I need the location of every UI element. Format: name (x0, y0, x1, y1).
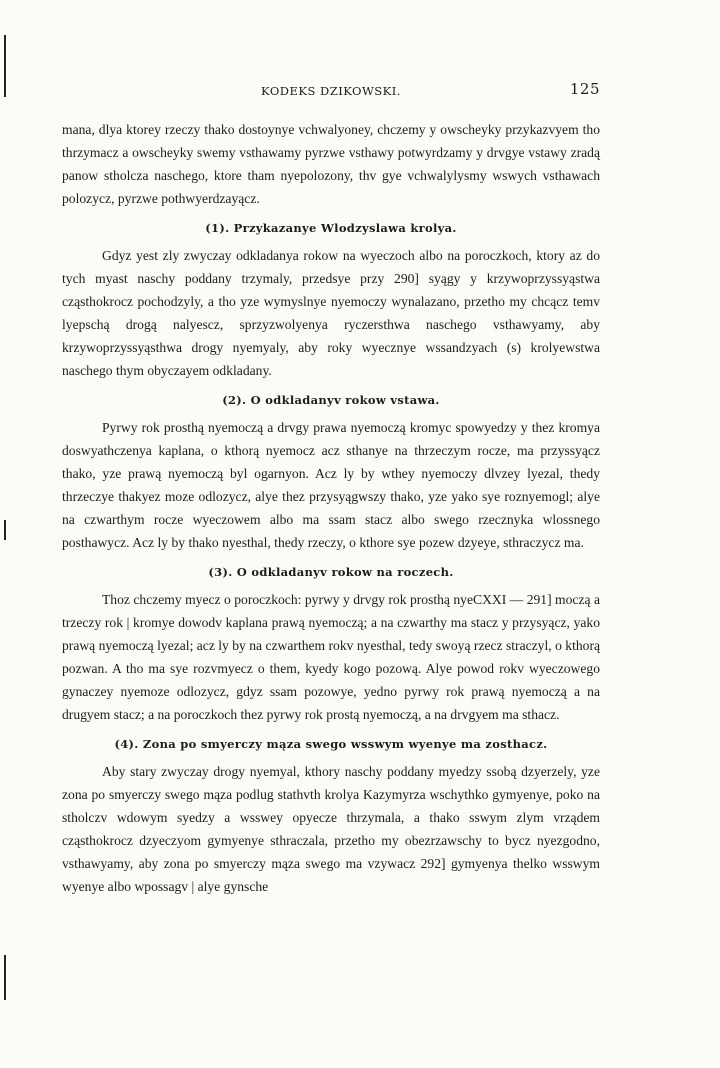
section-text-2: Pyrwy rok prosthą nyemoczą a drvgy prawa nyemoczą kromyc spowyedzy y thez kromya doswyathczenya kaplana, o kthorą nyemocz acz sthanye na thrzeczym rocze, ma przyssyącz thako, yze prawą nyemoczą byl ogarnyon. Acz ly by wthey nyemoczy dlvzey lyezal, thedy thrzeczye thakyez moze odlozycz, alye thez przysyągwszy thako, yze yako sye roznyemogl; alye na czwarthym rocze wyeczowem albo ma ssam stacz albo swego rzecznyka wlossnego posthawycz. Acz ly by thako nyesthal, thedy rzeczy, o kthore sye pozew dzyeye, sthraczycz ma. (62, 420, 600, 550)
running-head (62, 78, 600, 102)
page-content (62, 78, 600, 898)
section-text-3: Thoz chczemy myecz o poroczkoch: pyrwy y drvgy rok prosthą nyeCXXI — 291] moczą a trzeczy rok | kromye dowodv kaplana prawą nyemoczą; a na czwarthy ma stacz y przysyącz, yako prawą nyemoczą lyezal; acz ly by na czwarthem rokv nyesthal, tedy swoyą rzecz straczyl, o kthorą pozwan. A tho ma sye rozvmyecz o them, kyedy kogo pozową. Alye powod rokv wyeczowego gynaczey nyemoze odlozycz, gdyz ssam pozowye, yedno pyrwy rok prawą nyemoczą a na drugyem stacz; a na poroczkoch thez pyrwy rok prostą nyemoczą, a na drvgyem ma sthacz. (62, 592, 600, 722)
section-heading-4: (4). Zona po smyerczy mąza swego wsswym wyenye ma zosthacz. (114, 737, 548, 751)
margin-mark-top (4, 35, 6, 97)
section-heading-3: (3). O odkladanyv rokow na roczech. (208, 565, 454, 579)
intro-paragraph: mana, dlya ktorey rzeczy thako dostoynye vchwalyoney, chczemy y owscheyky przykazvyem tho thrzymacz a owscheyky swemy vsthawamy pyrzwe vsthawy potwyrdzamy y drvgye vstawy zradą panow stholcza naschego, ktore tham nyepolozony, thv gye vchwalylysmy wswych vsthawach polozycz, pyrzwe pothwyerdzayącz. (62, 122, 600, 206)
page-number: 125 (569, 80, 600, 98)
section-heading-2: (2). O odkladanyv rokow vstawa. (222, 393, 440, 407)
margin-mark-middle (4, 520, 6, 540)
section-heading-1: (1). Przykazanye Wlodzyslawa krolya. (205, 221, 457, 235)
section-text-4: Aby stary zwyczay drogy nyemyal, kthory naschy poddany myedzy ssobą dzyerzely, yze zona po smyerczy swego mąza podlug stathvth krolya Kazymyrza wschythko gymyenye, poko na stholczv wdowym syedzy a wsswey opyecze thrzymala, a thako sswym zlym vrządem cząsthokrocz dzyeczyom gymyenye sthraczala, przetho my obezrzawschy to bycz nyezgodno, vsthawyamy, aby zona po smyerczy mąza swego ma vzywacz 292] gymyenya thelko wsswym wyenye albo wpossagv | alye gynsche (62, 764, 600, 894)
margin-mark-bottom (4, 955, 6, 1000)
running-title: KODEKS DZIKOWSKI. (261, 84, 401, 98)
section-text-1: Gdyz yest zly zwyczay odkladanya rokow na wyeczoch albo na poroczkoch, ktory az do tych myast naschy poddany trzymaly, przedsye przy 290] syągy y krzywoprzyssyąstwa cząsthokrocz pochodzyly, a tho yze wymyslnye nyemoczy wynalazano, przetho my chcącz temv lyepschą drogą nalyescz, sprzyzwolyenya ryczersthwa naschego vsthawyamy, aby krzywoprzyssyąsthwa drogy nyemyaly, aby roky wyecznye wssandzyach (s) krolyewstwa naschego thym obyczayem odkladany. (62, 248, 600, 378)
